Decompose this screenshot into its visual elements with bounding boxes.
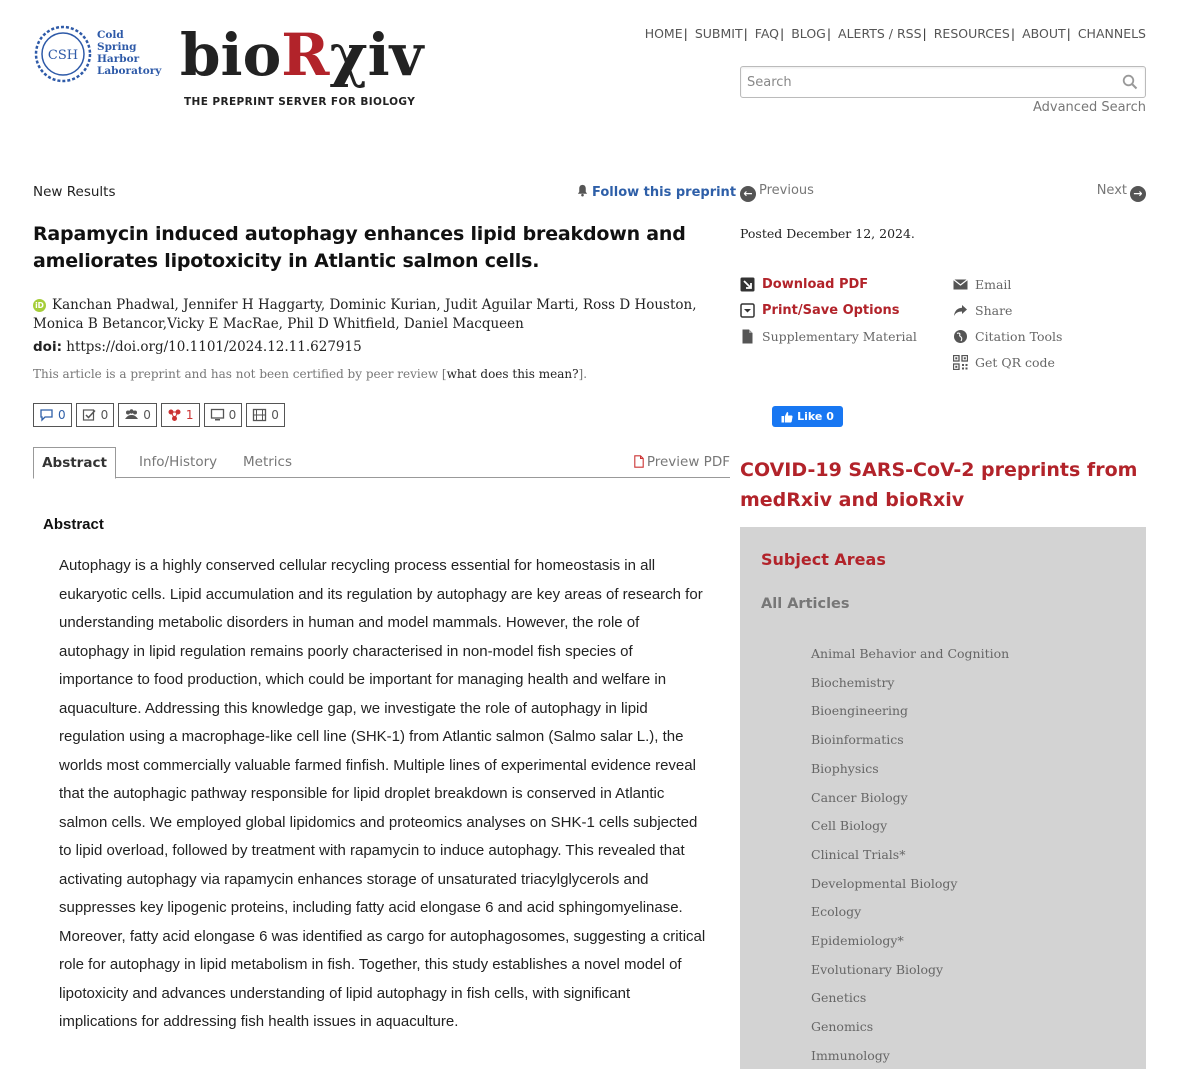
nav-submit[interactable]: SUBMIT bbox=[694, 26, 743, 41]
print-save-options-button[interactable]: Print/Save Options bbox=[740, 302, 917, 328]
preview-pdf-link[interactable]: Preview PDF bbox=[634, 447, 730, 477]
csh-logo[interactable] bbox=[34, 25, 92, 83]
nav-alerts-rss[interactable]: ALERTS / RSS bbox=[838, 26, 922, 41]
preprint-disclaimer: This article is a preprint and has not been certified by peer review [what does this mean?]. bbox=[33, 367, 588, 381]
article-actions bbox=[740, 276, 917, 354]
abstract-heading: Abstract bbox=[43, 516, 104, 533]
all-articles-link[interactable]: All Articles bbox=[761, 596, 850, 612]
article-category: New Results bbox=[33, 184, 116, 200]
nav-resources[interactable]: RESOURCES bbox=[933, 26, 1010, 41]
download-icon bbox=[740, 277, 755, 292]
subject-item[interactable]: Genomics bbox=[811, 1019, 874, 1035]
altmetric-count-button[interactable]: 1 bbox=[161, 403, 200, 427]
citation-tools-link[interactable]: Citation Tools bbox=[953, 328, 1062, 354]
nav-blog[interactable]: BLOG bbox=[791, 26, 826, 41]
article-tabs bbox=[33, 447, 730, 478]
subject-item[interactable]: Ecology bbox=[811, 904, 862, 920]
what-does-this-mean-link[interactable]: what does this mean? bbox=[446, 367, 579, 381]
tab-metrics[interactable]: Metrics bbox=[243, 454, 293, 470]
doi: doi: https://doi.org/10.1101/2024.12.11.627915 bbox=[33, 339, 362, 355]
author-list: iD Kanchan Phadwal, Jennifer H Haggarty, Dominic Kurian, Judit Aguilar Marti, Ross D Houston, Monica B Betancor,Vicky E MacRae, Phil D Whitfield, Daniel Macqueen bbox=[33, 297, 697, 332]
csh-wordmark: Cold Spring Harbor Laboratory bbox=[97, 29, 162, 77]
posted-date: Posted December 12, 2024. bbox=[740, 226, 915, 241]
checklist-icon bbox=[82, 408, 97, 422]
download-pdf-button[interactable]: Download PDF bbox=[740, 276, 917, 302]
subject-areas-panel bbox=[740, 527, 1146, 1069]
film-icon bbox=[252, 408, 267, 422]
email-link[interactable]: Email bbox=[953, 276, 1062, 302]
share-link[interactable]: Share bbox=[953, 302, 1062, 328]
monitor-icon bbox=[210, 408, 225, 422]
qr-code-icon bbox=[953, 355, 968, 370]
csh-badge: CSH bbox=[47, 48, 79, 63]
nav-home[interactable]: HOME bbox=[644, 26, 683, 41]
nav-about[interactable]: ABOUT bbox=[1022, 26, 1066, 41]
top-nav: HOME| SUBMIT| FAQ| BLOG| ALERTS / RSS| RESOURCES| ABOUT| CHANNELS bbox=[644, 26, 1146, 41]
nav-channels[interactable]: CHANNELS bbox=[1077, 26, 1146, 41]
search-icon[interactable] bbox=[1122, 74, 1138, 90]
comments-count-button[interactable]: 0 bbox=[33, 403, 72, 427]
users-icon bbox=[124, 408, 139, 422]
subject-item[interactable]: Genetics bbox=[811, 990, 867, 1006]
subject-areas-title: Subject Areas bbox=[761, 550, 886, 569]
thumbs-up-icon bbox=[781, 411, 793, 423]
subject-item[interactable]: Epidemiology* bbox=[811, 933, 904, 949]
article-title: Rapamycin induced autophagy enhances lipid breakdown and ameliorates lipotoxicity in Atlantic salmon cells. bbox=[33, 223, 686, 272]
comment-icon bbox=[39, 408, 54, 422]
orcid-icon[interactable]: iD bbox=[33, 299, 46, 312]
subject-item[interactable]: Evolutionary Biology bbox=[811, 961, 944, 977]
envelope-icon bbox=[953, 277, 968, 292]
previous-link[interactable]: ← Previous bbox=[740, 183, 814, 202]
subject-item[interactable]: Bioengineering bbox=[811, 703, 909, 719]
video-count-button[interactable]: 0 bbox=[246, 403, 285, 427]
subject-item[interactable]: Biophysics bbox=[811, 760, 879, 776]
subject-item[interactable]: Animal Behavior and Cognition bbox=[811, 646, 1010, 661]
doi-link[interactable]: https://doi.org/10.1101/2024.12.11.627915 bbox=[66, 339, 362, 355]
search-box bbox=[740, 66, 1146, 98]
covid-preprints-link[interactable]: COVID-19 SARS-CoV-2 preprints from medRxiv and bioRxiv bbox=[740, 459, 1138, 511]
arrow-right-icon: → bbox=[1130, 186, 1146, 202]
abstract-text: Autophagy is a highly conserved cellular recycling process essential for homeostasis in all eukaryotic cells. Lipid accumulation and its regulation by autophagy are key areas of research for understanding metabolic disorders in human and model mammals. However, the role of autophagy in lipid regulation remains poorly characterised in non-model fish species of importance to food production, which could be important for managing health and welfare in aquaculture. Addressing this knowledge gap, we investigate the role of autophagy in lipid regulation using a macrophage-like cell line (SHK-1) from Atlantic salmon (Salmo salar L.), the worlds most commercially valuable farmed finfish. Multiple lines of experimental evidence reveal that the autophagic pathway responsible for lipid droplet breakdown is conserved in Atlantic salmon cells. We employed global lipidomics and proteomics analyses on SHK-1 cells subjected to lipid overload, followed by treatment with rapamycin to induce autophagy. This revealed that activating autophagy via rapamycin enhances storage of unsaturated triacylglycerols and suppresses key lipogenic proteins, including fatty acid elongase 6 and acid sphingomyelinase. Moreover, fatty acid elongase 6 was identified as cargo for autophagosomes, suggesting a critical role for autophagy in lipid metabolism in fish. Together, this study establishes a novel model of lipotoxicity and advances understanding of lipid autophagy in fish cells, with significant implications for addressing fish health issues in aquaculture. bbox=[59, 557, 706, 1030]
subject-item[interactable]: Cell Biology bbox=[811, 818, 888, 834]
subject-item[interactable]: Cancer Biology bbox=[811, 789, 908, 805]
arrow-left-icon: ← bbox=[740, 186, 756, 202]
metrics-row bbox=[33, 403, 285, 427]
tagline: THE PREPRINT SERVER FOR BIOLOGY bbox=[184, 96, 416, 108]
follow-preprint-link[interactable]: Follow this preprint bbox=[576, 184, 736, 200]
review-count-button[interactable]: 0 bbox=[76, 403, 115, 427]
supplementary-material-link[interactable]: Supplementary Material bbox=[740, 328, 917, 354]
subject-item[interactable]: Bioinformatics bbox=[811, 732, 904, 748]
pdf-file-icon bbox=[634, 455, 644, 468]
subject-item[interactable]: Immunology bbox=[811, 1047, 890, 1063]
search-input[interactable] bbox=[741, 67, 1111, 97]
share-actions bbox=[953, 276, 1062, 380]
subject-item[interactable]: Clinical Trials* bbox=[811, 846, 906, 862]
community-count-button[interactable]: 0 bbox=[118, 403, 157, 427]
globe-icon bbox=[953, 329, 968, 344]
file-icon bbox=[740, 329, 755, 344]
advanced-search-link[interactable]: Advanced Search bbox=[1032, 100, 1146, 115]
share-icon bbox=[953, 303, 968, 318]
subject-item[interactable]: Biochemistry bbox=[811, 674, 895, 690]
subject-list bbox=[811, 640, 1009, 1069]
subject-item[interactable]: Developmental Biology bbox=[811, 875, 958, 891]
network-icon bbox=[167, 408, 182, 422]
biorxiv-logo[interactable]: bioRχiv bbox=[180, 21, 424, 89]
facebook-like-button[interactable]: Like 0 bbox=[772, 406, 843, 427]
media-count-button[interactable]: 0 bbox=[204, 403, 243, 427]
tab-abstract[interactable]: Abstract bbox=[33, 447, 116, 479]
qr-code-link[interactable]: Get QR code bbox=[953, 354, 1062, 380]
next-link[interactable]: Next → bbox=[1097, 183, 1146, 202]
tab-info-history[interactable]: Info/History bbox=[139, 454, 218, 470]
nav-faq[interactable]: FAQ bbox=[754, 26, 780, 41]
bell-icon bbox=[576, 184, 589, 197]
dropdown-box-icon bbox=[740, 303, 755, 318]
